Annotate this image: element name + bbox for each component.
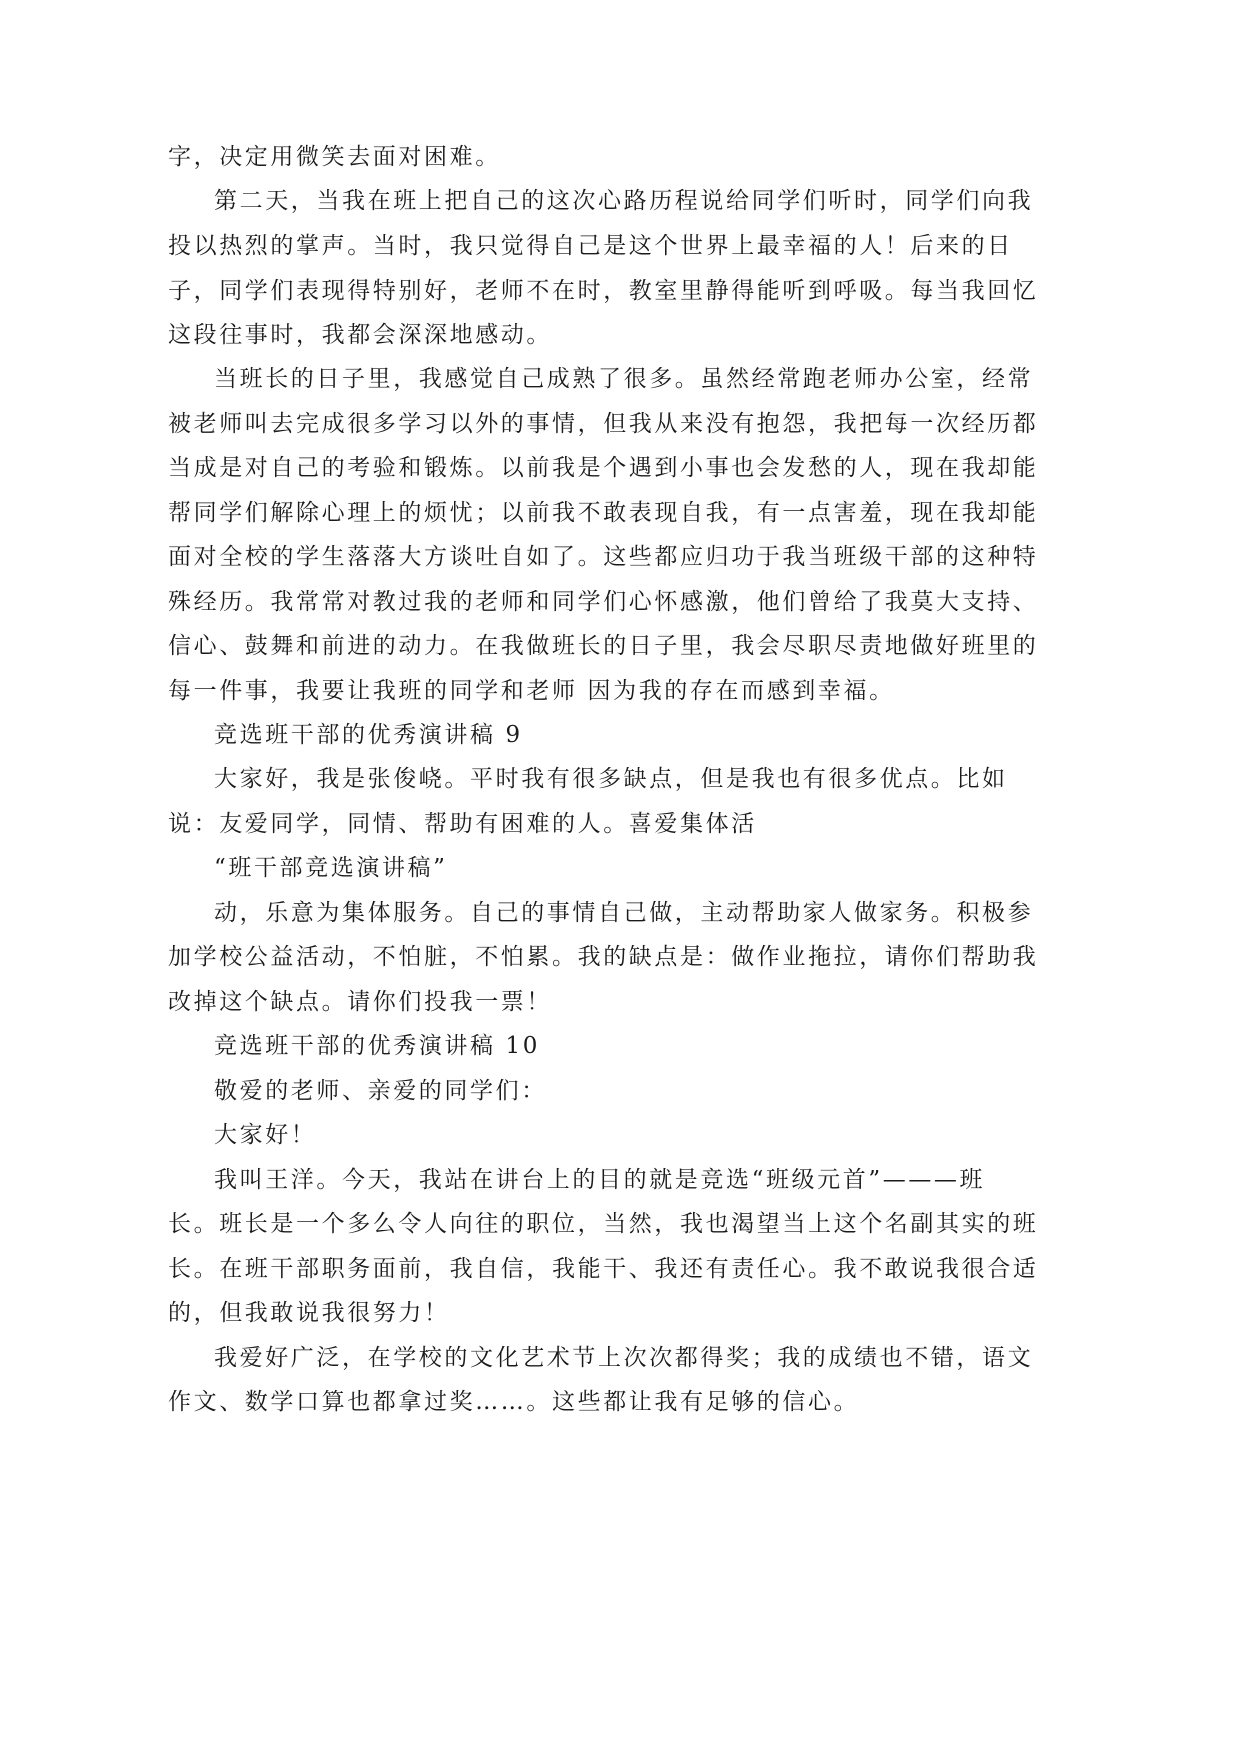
section-heading: 竞选班干部的优秀演讲稿 9 — [214, 722, 523, 748]
text-line: 当成是对自己的考验和锻炼。以前我是个遇到小事也会发愁的人，现在我却能 — [168, 455, 1039, 481]
text-line: 投以热烈的掌声。当时，我只觉得自己是这个世界上最幸福的人！后来的日 — [168, 233, 1013, 259]
text-line: 帮同学们解除心理上的烦忧；以前我不敢表现自我，有一点害羞，现在我却能 — [168, 500, 1039, 526]
section-heading: 竞选班干部的优秀演讲稿 10 — [214, 1033, 540, 1059]
paragraph-start-line: 我叫王洋。今天，我站在讲台上的目的就是竞选“班级元首”———班 — [214, 1167, 986, 1193]
text-line: 殊经历。我常常对教过我的老师和同学们心怀感激，他们曾给了我莫大支持、 — [168, 589, 1039, 615]
greeting-line: 大家好！ — [214, 1122, 317, 1148]
text-line: 这段往事时，我都会深深地感动。 — [168, 322, 552, 348]
text-line: 说：友爱同学，同情、帮助有困难的人。喜爱集体活 — [168, 811, 757, 837]
text-line: 作文、数学口算也都拿过奖……。这些都让我有足够的信心。 — [168, 1389, 860, 1415]
paragraph-start-line: 当班长的日子里，我感觉自己成熟了很多。虽然经常跑老师办公室，经常 — [214, 366, 1034, 392]
text-line: 的，但我敢说我很努力！ — [168, 1300, 450, 1326]
text-line: 长。在班干部职务面前，我自信，我能干、我还有责任心。我不敢说我很合适 — [168, 1256, 1039, 1282]
inserted-title-text: “班干部竞选演讲稿” — [214, 855, 448, 881]
paragraph-start-line: 我爱好广泛，在学校的文化艺术节上次次都得奖；我的成绩也不错，语文 — [214, 1345, 1034, 1371]
text-line: 长。班长是一个多么令人向往的职位，当然，我也渴望当上这个名副其实的班 — [168, 1211, 1039, 1237]
paragraph-start-line: 动，乐意为集体服务。自己的事情自己做，主动帮助家人做家务。积极参 — [214, 900, 1034, 926]
text-line: 被老师叫去完成很多学习以外的事情，但我从来没有抱怨，我把每一次经历都 — [168, 411, 1039, 437]
text-line: 面对全校的学生落落大方谈吐自如了。这些都应归功于我当班级干部的这种特 — [168, 544, 1039, 570]
text-line: 加学校公益活动，不怕脏，不怕累。我的缺点是：做作业拖拉，请你们帮助我 — [168, 944, 1039, 970]
text-line: 字，决定用微笑去面对困难。 — [168, 144, 501, 170]
paragraph-start-line: 第二天，当我在班上把自己的这次心路历程说给同学们听时，同学们向我 — [214, 188, 1034, 214]
salutation-line: 敬爱的老师、亲爱的同学们： — [214, 1078, 547, 1104]
text-line: 每一件事，我要让我班的同学和老师 因为我的存在而感到幸福。 — [168, 678, 895, 704]
text-line: 改掉这个缺点。请你们投我一票！ — [168, 989, 552, 1015]
text-line: 子，同学们表现得特别好，老师不在时，教室里静得能听到呼吸。每当我回忆 — [168, 278, 1039, 304]
paragraph-start-line: 大家好，我是张俊峣。平时我有很多缺点，但是我也有很多优点。比如 — [214, 766, 1008, 792]
text-line: 信心、鼓舞和前进的动力。在我做班长的日子里，我会尽职尽责地做好班里的 — [168, 633, 1039, 659]
